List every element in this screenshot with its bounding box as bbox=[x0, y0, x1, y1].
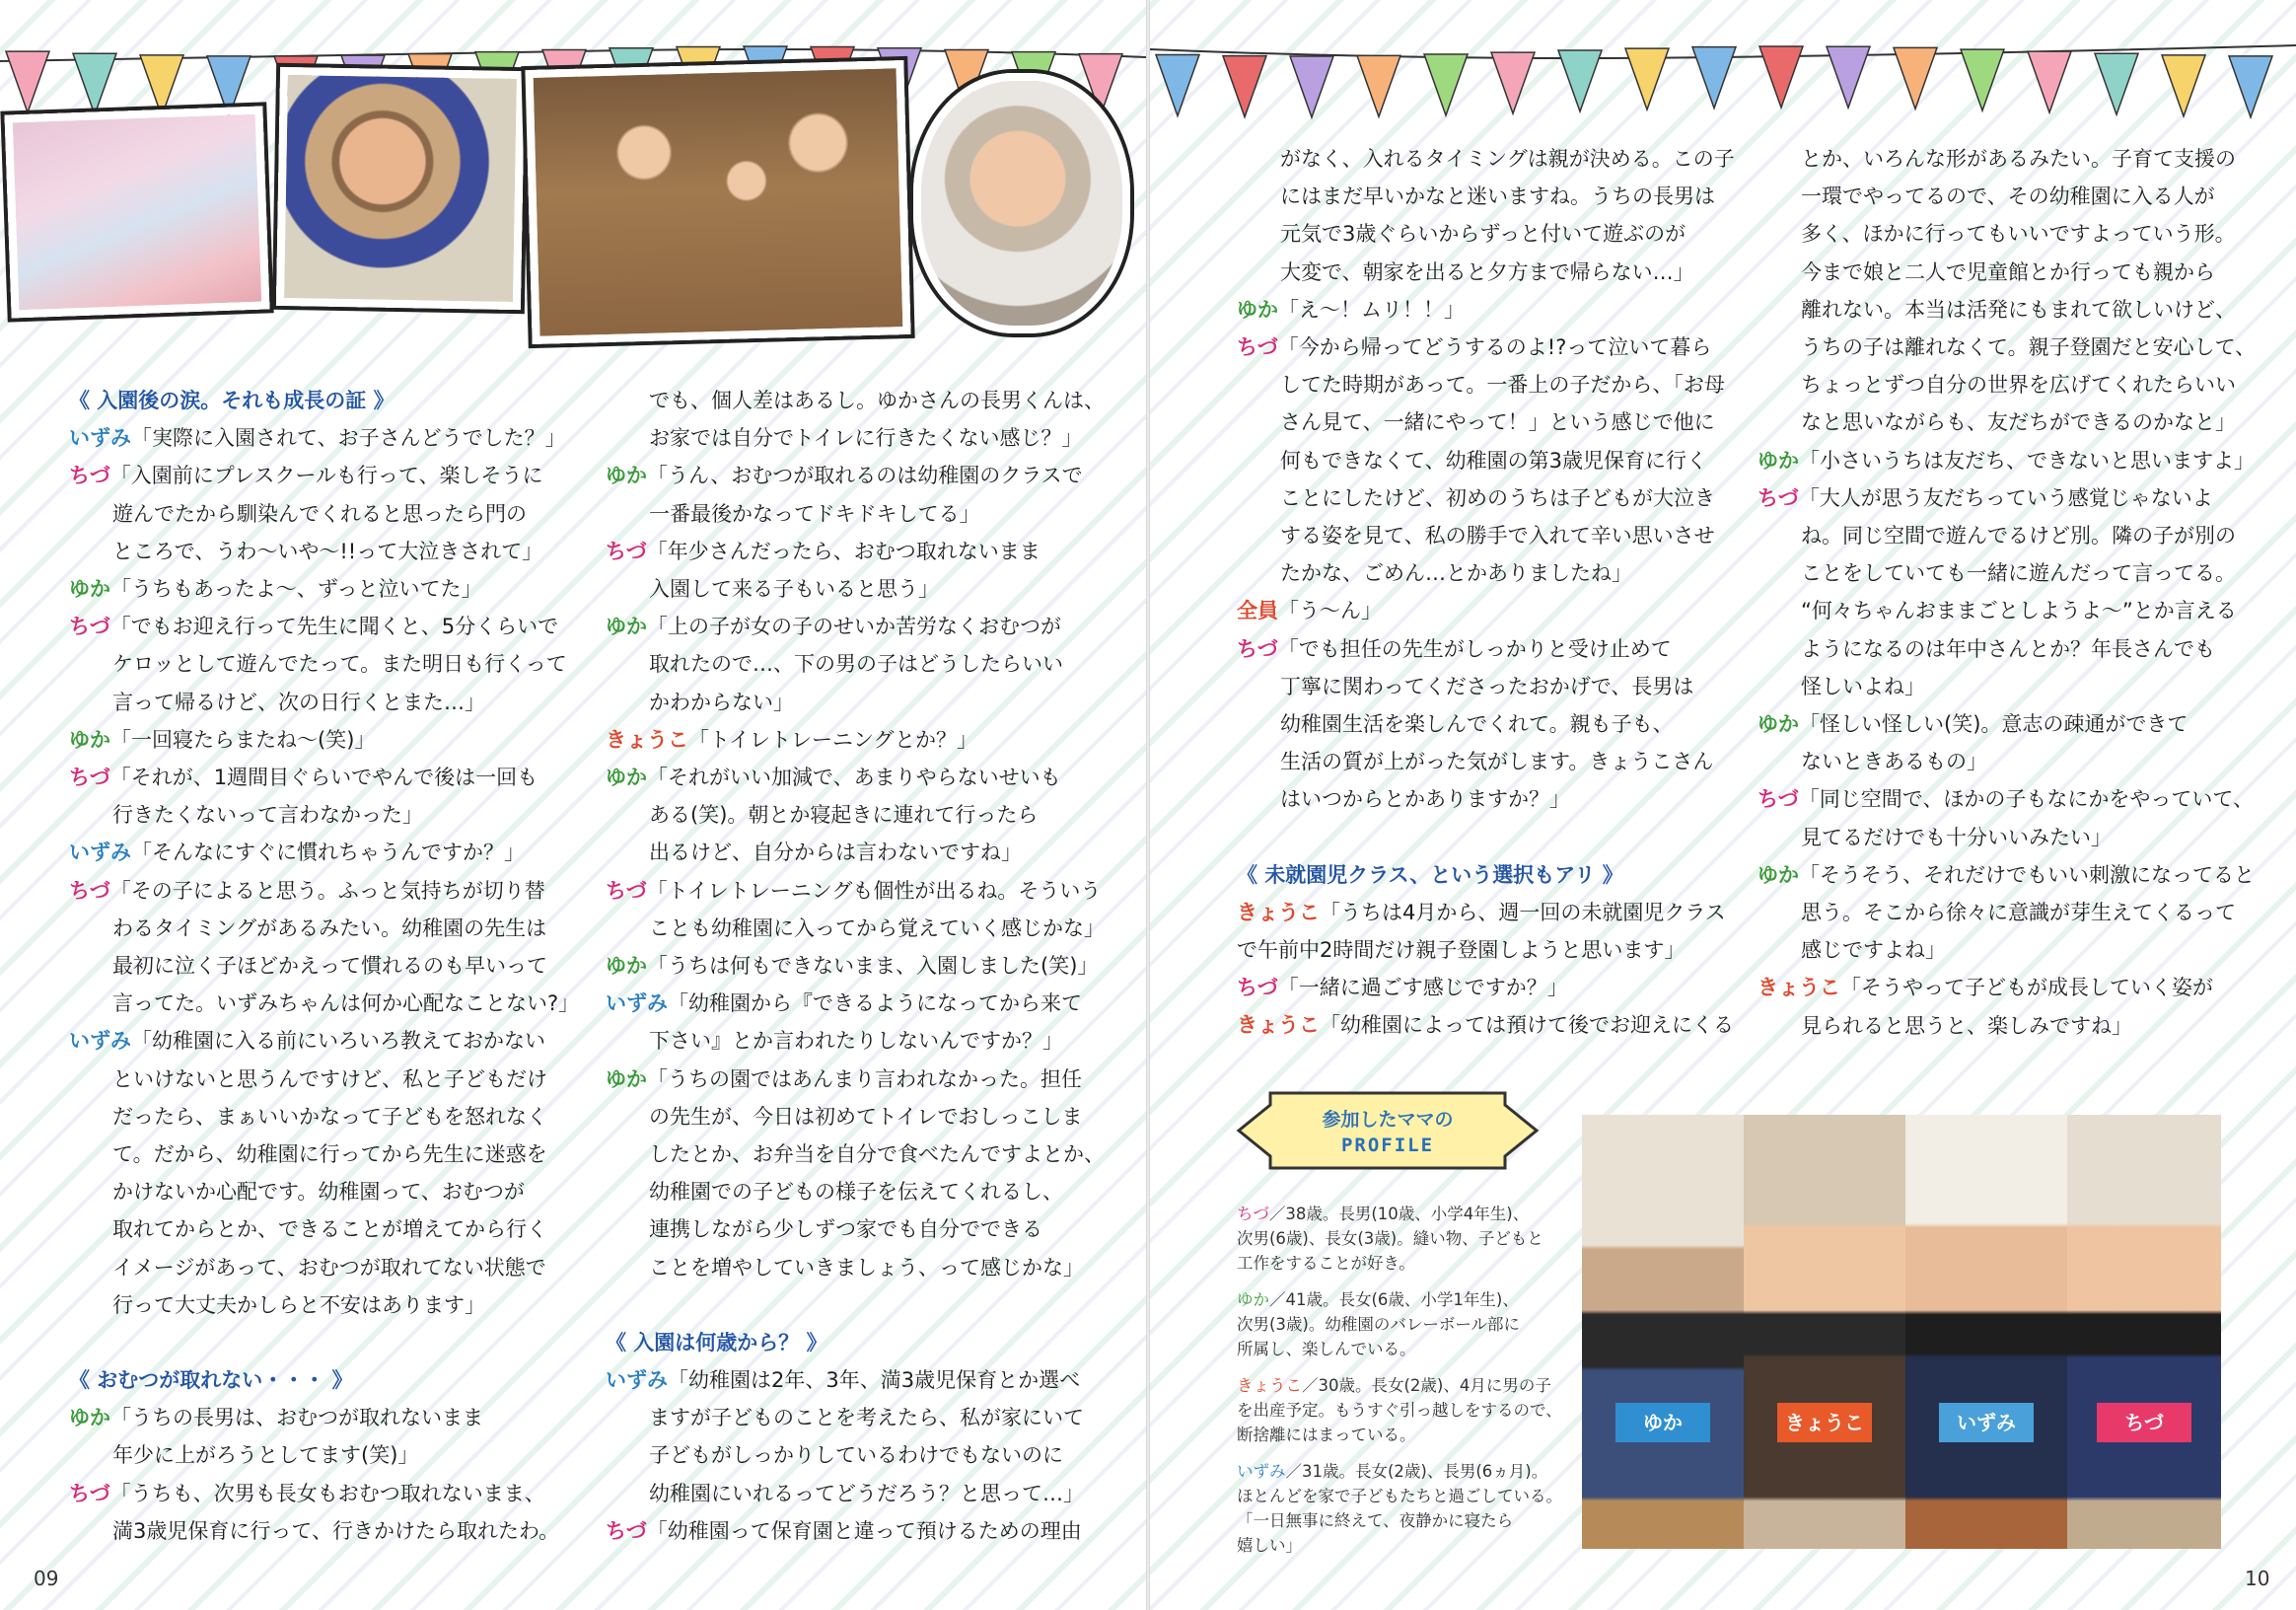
dialogue-text: 「う〜ん」 bbox=[1278, 599, 1382, 623]
profile-line: 次男(3歳)。幼稚園のバレーボール部に bbox=[1237, 1315, 1521, 1334]
dialogue-text: 「うちは4月から、週一回の未就園児クラス bbox=[1320, 900, 1726, 924]
dialogue-line-first bbox=[606, 947, 1118, 985]
speaker-name: ちづ bbox=[1758, 787, 1799, 812]
dialogue-line: 幼稚園での子どもの様子を伝えてくれるし、 bbox=[649, 1180, 1063, 1205]
dialogue-line-first bbox=[1758, 780, 2270, 818]
profile-line: 所属し、楽しんでいる。 bbox=[1237, 1340, 1416, 1358]
dialogue-line: 行って大丈夫かしらと不安はあります」 bbox=[112, 1292, 485, 1317]
dialogue-line: うちの子は離れなくて。親子登園だと安心して、 bbox=[1801, 335, 2257, 360]
speaker-name: きょうこ bbox=[1237, 1013, 1320, 1038]
dialogue-line: 言ってた。いずみちゃんは何か心配なことない?」 bbox=[112, 991, 580, 1016]
speaker-name: ちづ bbox=[606, 878, 647, 903]
dialogue-line: 一環でやってるので、その幼稚園に入る人が bbox=[1801, 184, 2215, 209]
bunting-flag-icon bbox=[1961, 49, 2004, 110]
dialogue-line: する姿を見て、私の勝手で入れて辛い思いさせ bbox=[1280, 524, 1715, 549]
speaker-name: ちづ bbox=[69, 766, 110, 790]
dialogue-line: ますが子どものことを考えたら、私が家にいて bbox=[649, 1406, 1084, 1430]
dialogue-text: 「幼稚園によっては預けて後でお迎えにくる bbox=[1320, 1013, 1734, 1038]
dialogue-line: 一番最後かなってドキドキしてる」 bbox=[649, 501, 980, 526]
dialogue-text: 「うちも、次男も長女もおむつ取れないまま、 bbox=[109, 1481, 545, 1505]
dialogue-line: 感じですよね」 bbox=[1801, 938, 1946, 963]
dialogue-text: 「そうそう、それだけでもいい刺激になってると bbox=[1799, 862, 2255, 887]
section-heading: 《 未就園児クラス、という選択もアリ 》 bbox=[1237, 862, 1623, 887]
bunting-flag-icon bbox=[1625, 48, 1669, 110]
speaker-name: ちづ bbox=[1237, 636, 1278, 661]
dialogue-text: 「幼稚園から『できるようになってから来て bbox=[668, 991, 1082, 1016]
dialogue-line-first bbox=[69, 419, 566, 457]
bunting-flag-icon bbox=[140, 55, 183, 116]
bunting-flag-icon bbox=[2095, 53, 2138, 114]
profile-name: ゆか bbox=[1237, 1290, 1269, 1309]
dialogue-text: 「トイレトレーニングも個性が出るね。そういう bbox=[646, 878, 1102, 903]
dialogue-line: 今まで娘と二人で児童館とか行っても親から bbox=[1801, 259, 2215, 284]
speaker-name: ゆか bbox=[69, 727, 110, 752]
badge-title: 参加したママの bbox=[1322, 1109, 1454, 1131]
dialogue-line: ケロッとして遊んでたって。また明日も行くって bbox=[112, 652, 567, 677]
page-number-left: 09 bbox=[34, 1567, 59, 1590]
dialogue-text: 「トイレトレーニングとか？」 bbox=[688, 727, 977, 752]
dialogue-line: ようになるのは年中さんとか？年長さんでも bbox=[1801, 636, 2215, 661]
dialogue-line: したとか、お弁当を自分で食べたんですよとか、 bbox=[649, 1142, 1105, 1167]
photo-tag-chizu: ちづ bbox=[2097, 1403, 2191, 1442]
dialogue-text: 「同じ空間で、ほかの子もなにかをやっていて、 bbox=[1798, 787, 2254, 812]
dialogue-text: 「大人が思う友だちっていう感覚じゃないよ bbox=[1798, 485, 2213, 510]
bunting-flag-icon bbox=[1424, 54, 1468, 115]
speaker-name: ちづ bbox=[606, 539, 647, 563]
bunting-flag-icon bbox=[1692, 47, 1736, 109]
bunting-flag-icon bbox=[1357, 55, 1400, 116]
dialogue-line: 生活の質が上がった気がします。きょうこさん bbox=[1280, 750, 1714, 774]
speaker-name: ゆか bbox=[1758, 862, 1799, 887]
paragraph-gap bbox=[606, 1286, 1118, 1324]
dialogue-line: 取れてからとか、できることが増えてから行く bbox=[112, 1217, 547, 1242]
speaker-name: ちづ bbox=[69, 464, 110, 488]
dialogue-line: 見られると思うと、楽しみですね」 bbox=[1801, 1013, 2132, 1038]
right-column-1 bbox=[1237, 140, 1750, 1045]
dialogue-line: 年少に上がろうとしてます(笑)」 bbox=[112, 1443, 419, 1468]
dialogue-line-first bbox=[606, 759, 1118, 796]
bunting-flag-icon bbox=[1223, 56, 1266, 117]
dialogue-line: 取れたので…、下の男の子はどうしたらいい bbox=[649, 652, 1063, 677]
dialogue-text: 「小さいうちは友だち、できないと思いますよ」 bbox=[1799, 448, 2255, 473]
profile-name: いずみ bbox=[1237, 1462, 1286, 1481]
profile-gap bbox=[1237, 1361, 1572, 1373]
photo-tag-kyoko: きょうこ bbox=[1777, 1403, 1872, 1442]
dialogue-line-first bbox=[1237, 630, 1750, 668]
dialogue-line-first bbox=[69, 570, 562, 608]
dialogue-line-first bbox=[1758, 705, 2270, 743]
dialogue-line: 怪しいよね」 bbox=[1801, 674, 1925, 698]
dialogue-text: 「幼稚園に入る前にいろいろ教えておかない bbox=[131, 1029, 545, 1054]
speaker-name: ちづ bbox=[1758, 485, 1799, 510]
left-column-2 bbox=[606, 382, 1118, 1550]
photo-tag-izumi: いずみ bbox=[1939, 1403, 2034, 1442]
bunting-flag-icon bbox=[1894, 47, 1937, 109]
dialogue-line-first bbox=[606, 533, 1118, 570]
dialogue-text: 「一緒に過ごす感じですか？」 bbox=[1277, 976, 1568, 1000]
right-column-2 bbox=[1758, 140, 2270, 1045]
dialogue-line-first bbox=[1758, 969, 2270, 1006]
dialogue-text: 「そんなにすぐに慣れちゃうんですか？」 bbox=[131, 841, 525, 865]
dialogue-line: イメージがあって、おむつが取れてない状態で bbox=[112, 1255, 546, 1280]
speaker-name: ゆか bbox=[69, 577, 110, 602]
bunting-flag-icon bbox=[2028, 51, 2071, 112]
dialogue-line: ちょっとずつ自分の世界を広げてくれたらいい bbox=[1801, 373, 2236, 398]
bunting-flag-icon bbox=[1156, 55, 1199, 116]
profile-name: きょうこ bbox=[1237, 1376, 1302, 1395]
speaker-name: きょうこ bbox=[606, 727, 688, 752]
profile-line: 断捨離にはまっている。 bbox=[1237, 1426, 1416, 1444]
mom-photo-kyoko bbox=[1744, 1115, 1905, 1549]
dialogue-line-first bbox=[69, 721, 562, 759]
paragraph-gap bbox=[1237, 819, 1750, 856]
dialogue-line: さん見て、一緒にやって！」という感じで他に bbox=[1280, 410, 1715, 435]
bunting-flag-icon bbox=[73, 53, 116, 114]
profile-text: ／38歳。長男(10歳、小学4年生)、 bbox=[1268, 1205, 1530, 1223]
bunting-flag-icon bbox=[2162, 55, 2205, 116]
speaker-name: ちづ bbox=[69, 878, 110, 903]
dialogue-text: 「上の子が女の子のせいか苦労なくおむつが bbox=[647, 615, 1061, 639]
profile-gap bbox=[1237, 1558, 1572, 1570]
dialogue-line-first bbox=[606, 1061, 1118, 1098]
dialogue-line: ね。同じ空間で遊んでるけど別。隣の子が別の bbox=[1801, 524, 2236, 549]
dialogue-line-first bbox=[606, 985, 1118, 1022]
dialogue-line: お家では自分でトイレに行きたくない感じ？」 bbox=[649, 426, 1083, 451]
profile-line: ほとんどを家で子どもたちと過ごしている。 bbox=[1237, 1487, 1562, 1505]
dialogue-text: 「幼稚園って保育園と違って預けるための理由 bbox=[646, 1518, 1082, 1543]
profile-list bbox=[1237, 1202, 1572, 1570]
dialogue-text: 「そうやって子どもが成長していく姿が bbox=[1840, 976, 2213, 1000]
speaker-name: ちづ bbox=[1237, 335, 1278, 360]
badge-subtitle: PROFILE bbox=[1340, 1134, 1435, 1156]
dialogue-text: 「でも担任の先生がしっかりと受け止めて bbox=[1277, 636, 1672, 661]
dialogue-text: 「一回寝たらまたね〜(笑)」 bbox=[110, 727, 376, 752]
dialogue-line: わるタイミングがあるみたい。幼稚園の先生は bbox=[112, 915, 547, 940]
speaker-name: いずみ bbox=[69, 841, 131, 865]
photo-tag-yuka: ゆか bbox=[1615, 1403, 1710, 1442]
dialogue-line: ある(笑)。朝とか寝起きに連れて行ったら bbox=[649, 803, 1039, 828]
dialogue-line: 幼稚園にいれるってどうだろう？と思って…」 bbox=[649, 1481, 1084, 1505]
speaker-name: いずみ bbox=[606, 1368, 668, 1393]
profile-entry-first-line bbox=[1237, 1287, 1572, 1312]
left-page bbox=[0, 0, 1146, 1610]
dialogue-line: 最初に泣く子ほどかえって慣れるのも早いって bbox=[112, 954, 547, 979]
dialogue-text: 「年少さんだったら、おむつ取れないまま bbox=[646, 539, 1040, 563]
dialogue-line: 連携しながら少しずつ家でも自分でできる bbox=[649, 1217, 1042, 1242]
profile-line: 「一日無事に終えて、夜静かに寝たら bbox=[1237, 1511, 1514, 1530]
profile-line: 嬉しい」 bbox=[1237, 1536, 1302, 1555]
dialogue-line-first bbox=[1758, 442, 2270, 479]
dialogue-line: 見てるだけでも十分いいみたい」 bbox=[1801, 825, 2112, 849]
bunting-flag-icon bbox=[1759, 46, 1803, 108]
photo-sleeping-babies bbox=[4, 106, 269, 318]
dialogue-line: 離れない。本当は活発にもまれて欲しいけど、 bbox=[1801, 297, 2236, 322]
profile-entry-first-line bbox=[1237, 1459, 1572, 1484]
speaker-name: ゆか bbox=[69, 1406, 110, 1430]
dialogue-line: ことも幼稚園に入ってから覚えていく感じかな」 bbox=[649, 915, 1105, 940]
dialogue-line-first bbox=[1237, 894, 1750, 931]
dialogue-line-first bbox=[69, 457, 562, 494]
profile-gap bbox=[1237, 1276, 1572, 1287]
speaker-name: ゆか bbox=[606, 1066, 647, 1091]
speaker-name: ゆか bbox=[606, 615, 647, 639]
dialogue-line-first bbox=[1237, 291, 1750, 329]
profile-text: ／30歳。長女(2歳)、4月に男の子 bbox=[1302, 1376, 1551, 1395]
speaker-name: きょうこ bbox=[1758, 976, 1840, 1000]
dialogue-line-first bbox=[606, 457, 1118, 494]
dialogue-line: ことを増やしていきましょう、って感じかな」 bbox=[649, 1255, 1084, 1280]
mom-photo-yuka bbox=[1582, 1115, 1744, 1549]
photo-toddlers-playing bbox=[525, 60, 910, 344]
dialogue-text: 「でもお迎え行って先生に聞くと、5分くらいで bbox=[109, 615, 559, 639]
dialogue-line-first bbox=[69, 1475, 562, 1512]
speaker-name: いずみ bbox=[69, 1029, 131, 1054]
left-column-1 bbox=[69, 382, 580, 1550]
dialogue-text: 「今から帰ってどうするのよ!?って泣いて暮ら bbox=[1277, 335, 1712, 360]
dialogue-line-first bbox=[1758, 479, 2270, 517]
photo-participating-moms bbox=[1582, 1115, 2221, 1549]
speaker-name: いずみ bbox=[606, 991, 668, 1016]
dialogue-line-first bbox=[606, 872, 1118, 910]
bunting-flag-icon bbox=[6, 51, 49, 112]
dialogue-line: 言って帰るけど、次の日行くとまた…」 bbox=[112, 690, 485, 714]
dialogue-line-first bbox=[1237, 969, 1750, 1006]
profile-gap bbox=[1237, 1447, 1572, 1459]
dialogue-text: 「うちの園ではあんまり言われなかった。担任 bbox=[647, 1066, 1082, 1091]
dialogue-line: でも、個人差はあるし。ゆかさんの長男くんは、 bbox=[649, 389, 1105, 412]
dialogue-line: たかな、ごめん…とかありましたね」 bbox=[1280, 561, 1632, 586]
photo-boy-with-bib bbox=[276, 67, 525, 310]
dialogue-line: にはまだ早いかなと迷いますね。うちの長男は bbox=[1280, 184, 1715, 209]
speaker-name: ゆか bbox=[606, 766, 647, 790]
dialogue-line-first bbox=[606, 721, 1118, 759]
dialogue-line-first bbox=[1237, 592, 1750, 629]
speaker-name: いずみ bbox=[69, 426, 131, 451]
mom-photo-chizu bbox=[2067, 1115, 2221, 1549]
profile-line: を出産予定。もうすぐ引っ越しをするので、 bbox=[1237, 1401, 1562, 1420]
dialogue-line: 大変で、朝家を出ると夕方まで帰らない…」 bbox=[1280, 259, 1694, 284]
section-heading: 《 入園は何歳から？ 》 bbox=[606, 1330, 827, 1354]
dialogue-line-first bbox=[69, 834, 562, 871]
dialogue-line-first bbox=[1237, 329, 1750, 366]
dialogue-line: ないときあるもの」 bbox=[1801, 750, 1987, 774]
dialogue-text: 「その子によると思う。ふっと気持ちが切り替 bbox=[109, 878, 545, 903]
paragraph-gap bbox=[69, 1324, 562, 1361]
bunting-flag-icon bbox=[1558, 50, 1602, 111]
dialogue-line-first bbox=[69, 872, 562, 910]
speaker-name: ゆか bbox=[606, 954, 647, 979]
profile-entry-first-line bbox=[1237, 1373, 1572, 1398]
dialogue-line-first bbox=[69, 1399, 562, 1436]
dialogue-line: 幼稚園生活を楽しんでくれて。親も子も、 bbox=[1280, 712, 1674, 737]
dialogue-line: 思う。そこから徐々に意識が芽生えてくるって bbox=[1801, 901, 2236, 925]
dialogue-line-first bbox=[606, 608, 1118, 645]
dialogue-text: 「実際に入園されて、お子さんどうでした？」 bbox=[131, 426, 566, 451]
dialogue-line: 多く、ほかに行ってもいいですよっていう形。 bbox=[1801, 222, 2236, 247]
dialogue-text: 「入園前にプレスクールも行って、楽しそうに bbox=[109, 464, 543, 488]
dialogue-line: ことにしたけど、初めのうちは子どもが大泣き bbox=[1280, 485, 1715, 510]
dialogue-line: だったら、まぁいいかなって子どもを怒れなく bbox=[112, 1104, 547, 1129]
speaker-name: ゆか bbox=[1758, 448, 1799, 473]
dialogue-text: 「え〜！ムリ！！」 bbox=[1278, 297, 1465, 322]
dialogue-line: 出るけど、自分からは言わないですね」 bbox=[649, 841, 1022, 865]
dialogue-line: といけないと思うんですけど、私と子どもだけ bbox=[112, 1066, 547, 1091]
dialogue-line: 下さい』とか言われたりしないんですか？」 bbox=[649, 1029, 1063, 1054]
dialogue-text: 「うん、おむつが取れるのは幼稚園のクラスで bbox=[647, 464, 1083, 488]
dialogue-line: て。だから、幼稚園に行ってから先生に迷惑を bbox=[112, 1142, 547, 1167]
page-number-right: 10 bbox=[2245, 1567, 2270, 1590]
dialogue-line: の先生が、今日は初めてトイレでおしっこしま bbox=[649, 1104, 1083, 1129]
dialogue-line: 満3歳児保育に行って、行きかけたら取れたわ。 bbox=[112, 1518, 560, 1543]
dialogue-line: してた時期があって。一番上の子だから、「お母 bbox=[1280, 373, 1725, 398]
dialogue-line: “何々ちゃんおままごとしようよ〜”とか言える bbox=[1801, 599, 2237, 623]
dialogue-line: 元気で3歳ぐらいからずっと付いて遊ぶのが bbox=[1280, 222, 1686, 247]
dialogue-line-first bbox=[69, 759, 562, 796]
speaker-name: ゆか bbox=[606, 464, 647, 488]
dialogue-line: ことをしていても一緒に遊んだって言ってる。 bbox=[1801, 561, 2236, 586]
dialogue-line: 子どもがしっかりしているわけでもないのに bbox=[649, 1443, 1063, 1468]
speaker-name: ゆか bbox=[1237, 297, 1278, 322]
dialogue-line-first bbox=[1237, 1006, 1750, 1044]
dialogue-line: かわからない」 bbox=[649, 690, 794, 714]
dialogue-text: 「うちは何もできないまま、入園しました(笑)」 bbox=[647, 954, 1099, 979]
dialogue-line: がなく、入れるタイミングは親が決める。この子 bbox=[1280, 147, 1735, 171]
dialogue-text: 「うちの長男は、おむつが取れないまま bbox=[110, 1406, 483, 1430]
dialogue-text: 「それが、1週間目ぐらいでやんで後は一回も bbox=[109, 766, 538, 790]
profile-text: ／31歳。長女(2歳)、長男(6ヵ月)。 bbox=[1285, 1462, 1548, 1481]
dialogue-line: 丁寧に関わってくださったおかげで、長男は bbox=[1280, 674, 1694, 698]
profile-line: 次男(6歳)、長女(3歳)。縫い物、子どもと bbox=[1237, 1229, 1543, 1248]
profile-badge bbox=[1231, 1083, 1544, 1178]
dialogue-line: なと思いながらも、友だちができるのかなと」 bbox=[1801, 410, 2236, 435]
bunting-flag-icon bbox=[1491, 52, 1535, 113]
dialogue-line: で午前中2時間だけ親子登園しようと思います」 bbox=[1237, 938, 1686, 963]
dialogue-line-first bbox=[606, 1361, 1118, 1399]
section-heading: 《 入園後の涙。それも成長の証 》 bbox=[69, 389, 395, 412]
dialogue-line: はいつからとかありますか？」 bbox=[1280, 787, 1570, 812]
bunting-flag-icon bbox=[1827, 46, 1870, 108]
speaker-name: ゆか bbox=[1758, 712, 1799, 737]
mom-photo-izumi bbox=[1905, 1115, 2067, 1549]
bunting-flag-icon bbox=[1290, 56, 1333, 117]
profile-entry-first-line bbox=[1237, 1202, 1572, 1226]
dialogue-text: 「幼稚園は2年、3年、満3歳児保育とか選べ bbox=[668, 1368, 1081, 1393]
bunting-flag-icon bbox=[2229, 56, 2272, 117]
dialogue-text: 「うちもあったよ〜、ずっと泣いてた」 bbox=[110, 577, 482, 602]
dialogue-line: 入園して来る子もいると思う」 bbox=[649, 577, 939, 602]
profile-name: ちづ bbox=[1237, 1205, 1269, 1223]
dialogue-line: かけないか心配です。幼稚園って、おむつが bbox=[112, 1180, 525, 1205]
dialogue-line-first bbox=[1758, 856, 2270, 894]
dialogue-line: ところで、うわ〜いや〜!!って大泣きされて」 bbox=[112, 539, 543, 563]
dialogue-line: 行きたくないって言わなかった」 bbox=[112, 803, 423, 828]
speaker-name: 全員 bbox=[1237, 599, 1278, 623]
dialogue-line-first bbox=[606, 1512, 1118, 1550]
section-heading: 《 おむつが取れない・・・ 》 bbox=[69, 1368, 353, 1393]
profile-line: 工作をすることが好き。 bbox=[1237, 1254, 1415, 1273]
dialogue-text: 「怪しい怪しい(笑)。意志の疎通ができて bbox=[1799, 712, 2188, 737]
speaker-name: ちづ bbox=[1237, 976, 1278, 1000]
dialogue-line-first bbox=[69, 608, 562, 645]
dialogue-text: 「それがいい加減で、あまりやらないせいも bbox=[647, 766, 1061, 790]
speaker-name: ちづ bbox=[606, 1518, 647, 1543]
photo-crying-baby bbox=[913, 73, 1130, 333]
dialogue-line: 遊んでたから馴染んでくれると思ったら門の bbox=[112, 501, 527, 526]
speaker-name: ちづ bbox=[69, 615, 110, 639]
dialogue-line: 何もできなくて、幼稚園の第3歳児保育に行く bbox=[1280, 448, 1707, 473]
dialogue-line-first bbox=[69, 1022, 562, 1060]
dialogue-line: とか、いろんな形があるみたい。子育て支援の bbox=[1801, 147, 2236, 171]
speaker-name: きょうこ bbox=[1237, 900, 1320, 924]
profile-text: ／41歳。長女(6歳、小学1年生)、 bbox=[1269, 1290, 1519, 1309]
speaker-name: ちづ bbox=[69, 1481, 110, 1505]
